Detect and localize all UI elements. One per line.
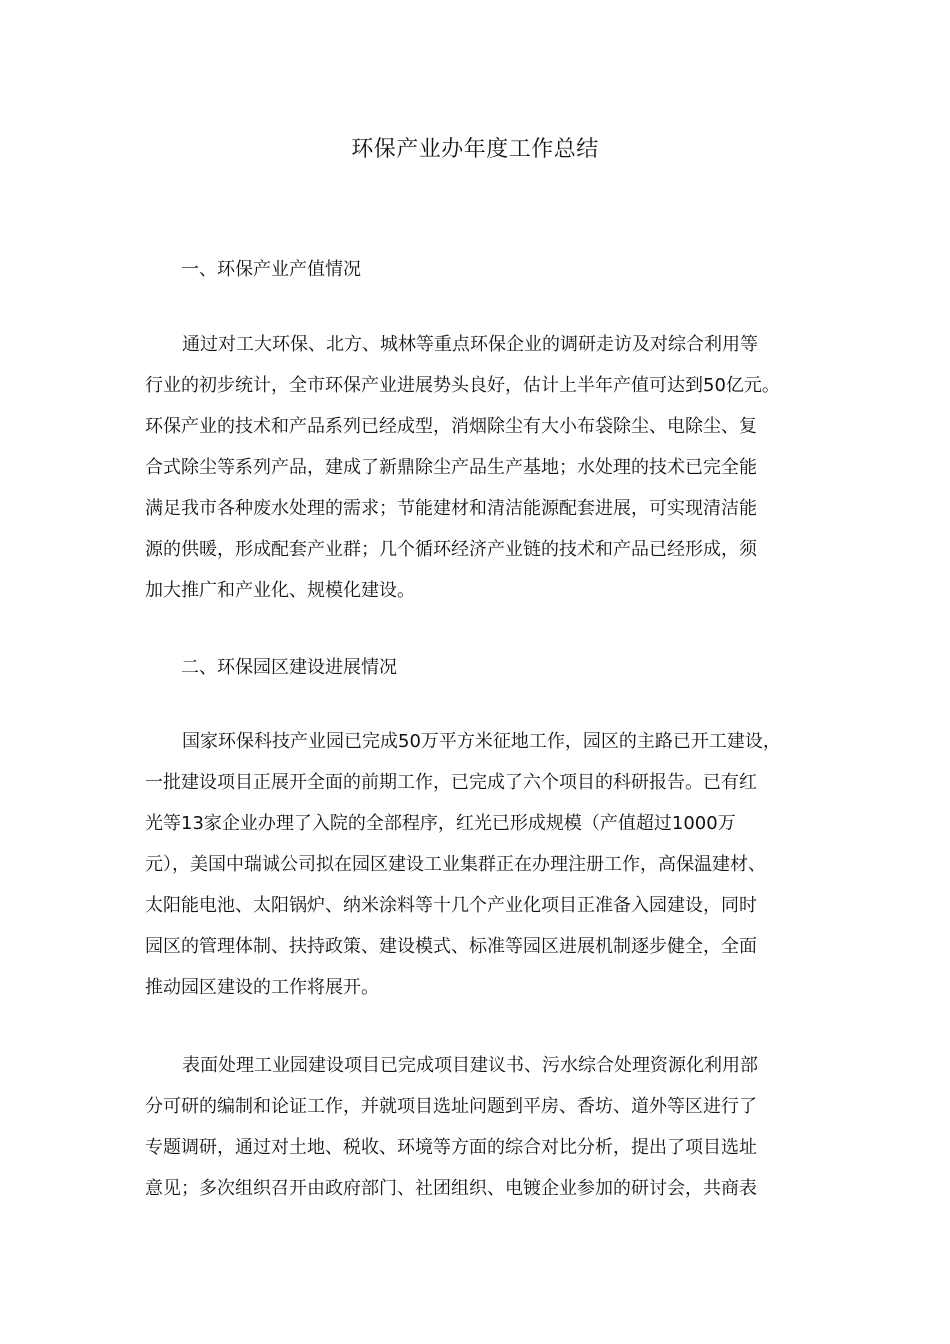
paragraph-1	[145, 324, 825, 611]
paragraph-line: 意见；多次组织召开由政府部门、社团组织、电镀企业参加的研讨会，共商表	[145, 1178, 757, 1199]
paragraph-3	[145, 1045, 825, 1209]
section-heading-2: 二、环保园区建设进展情况	[181, 657, 397, 678]
paragraph-line: 国家环保科技产业园已完成50万平方米征地工作，园区的主路已开工建设，	[182, 731, 781, 752]
paragraph-line: 分可研的编制和论证工作，并就项目选址问题到平房、香坊、道外等区进行了	[145, 1096, 757, 1117]
paragraph-line: 园区的管理体制、扶持政策、建设模式、标准等园区进展机制逐步健全，全面	[145, 936, 757, 957]
paragraph-line: 太阳能电池、太阳锅炉、纳米涂料等十几个产业化项目正准备入园建设，同时	[145, 895, 757, 916]
paragraph-2	[145, 721, 825, 1008]
paragraph-line: 表面处理工业园建设项目已完成项目建议书、污水综合处理资源化利用部	[182, 1055, 758, 1076]
paragraph-line: 专题调研，通过对土地、税收、环境等方面的综合对比分析，提出了项目选址	[145, 1137, 757, 1158]
paragraph-line: 元），美国中瑞诚公司拟在园区建设工业集群正在办理注册工作，高保温建材、	[145, 854, 766, 875]
document-title: 环保产业办年度工作总结	[351, 137, 599, 162]
paragraph-line: 环保产业的技术和产品系列已经成型，消烟除尘有大小布袋除尘、电除尘、复	[145, 416, 757, 437]
paragraph-line: 光等13家企业办理了入院的全部程序，红光已形成规模（产值超过1000万	[145, 813, 736, 834]
paragraph-line: 满足我市各种废水处理的需求；节能建材和清洁能源配套进展，可实现清洁能	[145, 498, 757, 519]
paragraph-line: 一批建设项目正展开全面的前期工作，已完成了六个项目的科研报告。已有红	[145, 772, 757, 793]
paragraph-line: 行业的初步统计，全市环保产业进展势头良好，估计上半年产值可达到50亿元。	[145, 375, 780, 396]
paragraph-line: 合式除尘等系列产品，建成了新鼎除尘产品生产基地；水处理的技术已完全能	[145, 457, 757, 478]
paragraph-line: 源的供暖，形成配套产业群；几个循环经济产业链的技术和产品已经形成，须	[145, 539, 757, 560]
paragraph-line: 加大推广和产业化、规模化建设。	[145, 580, 415, 601]
section-heading-1: 一、环保产业产值情况	[181, 259, 361, 280]
paragraph-line: 通过对工大环保、北方、城林等重点环保企业的调研走访及对综合利用等	[182, 334, 758, 355]
paragraph-line: 推动园区建设的工作将展开。	[145, 977, 379, 998]
